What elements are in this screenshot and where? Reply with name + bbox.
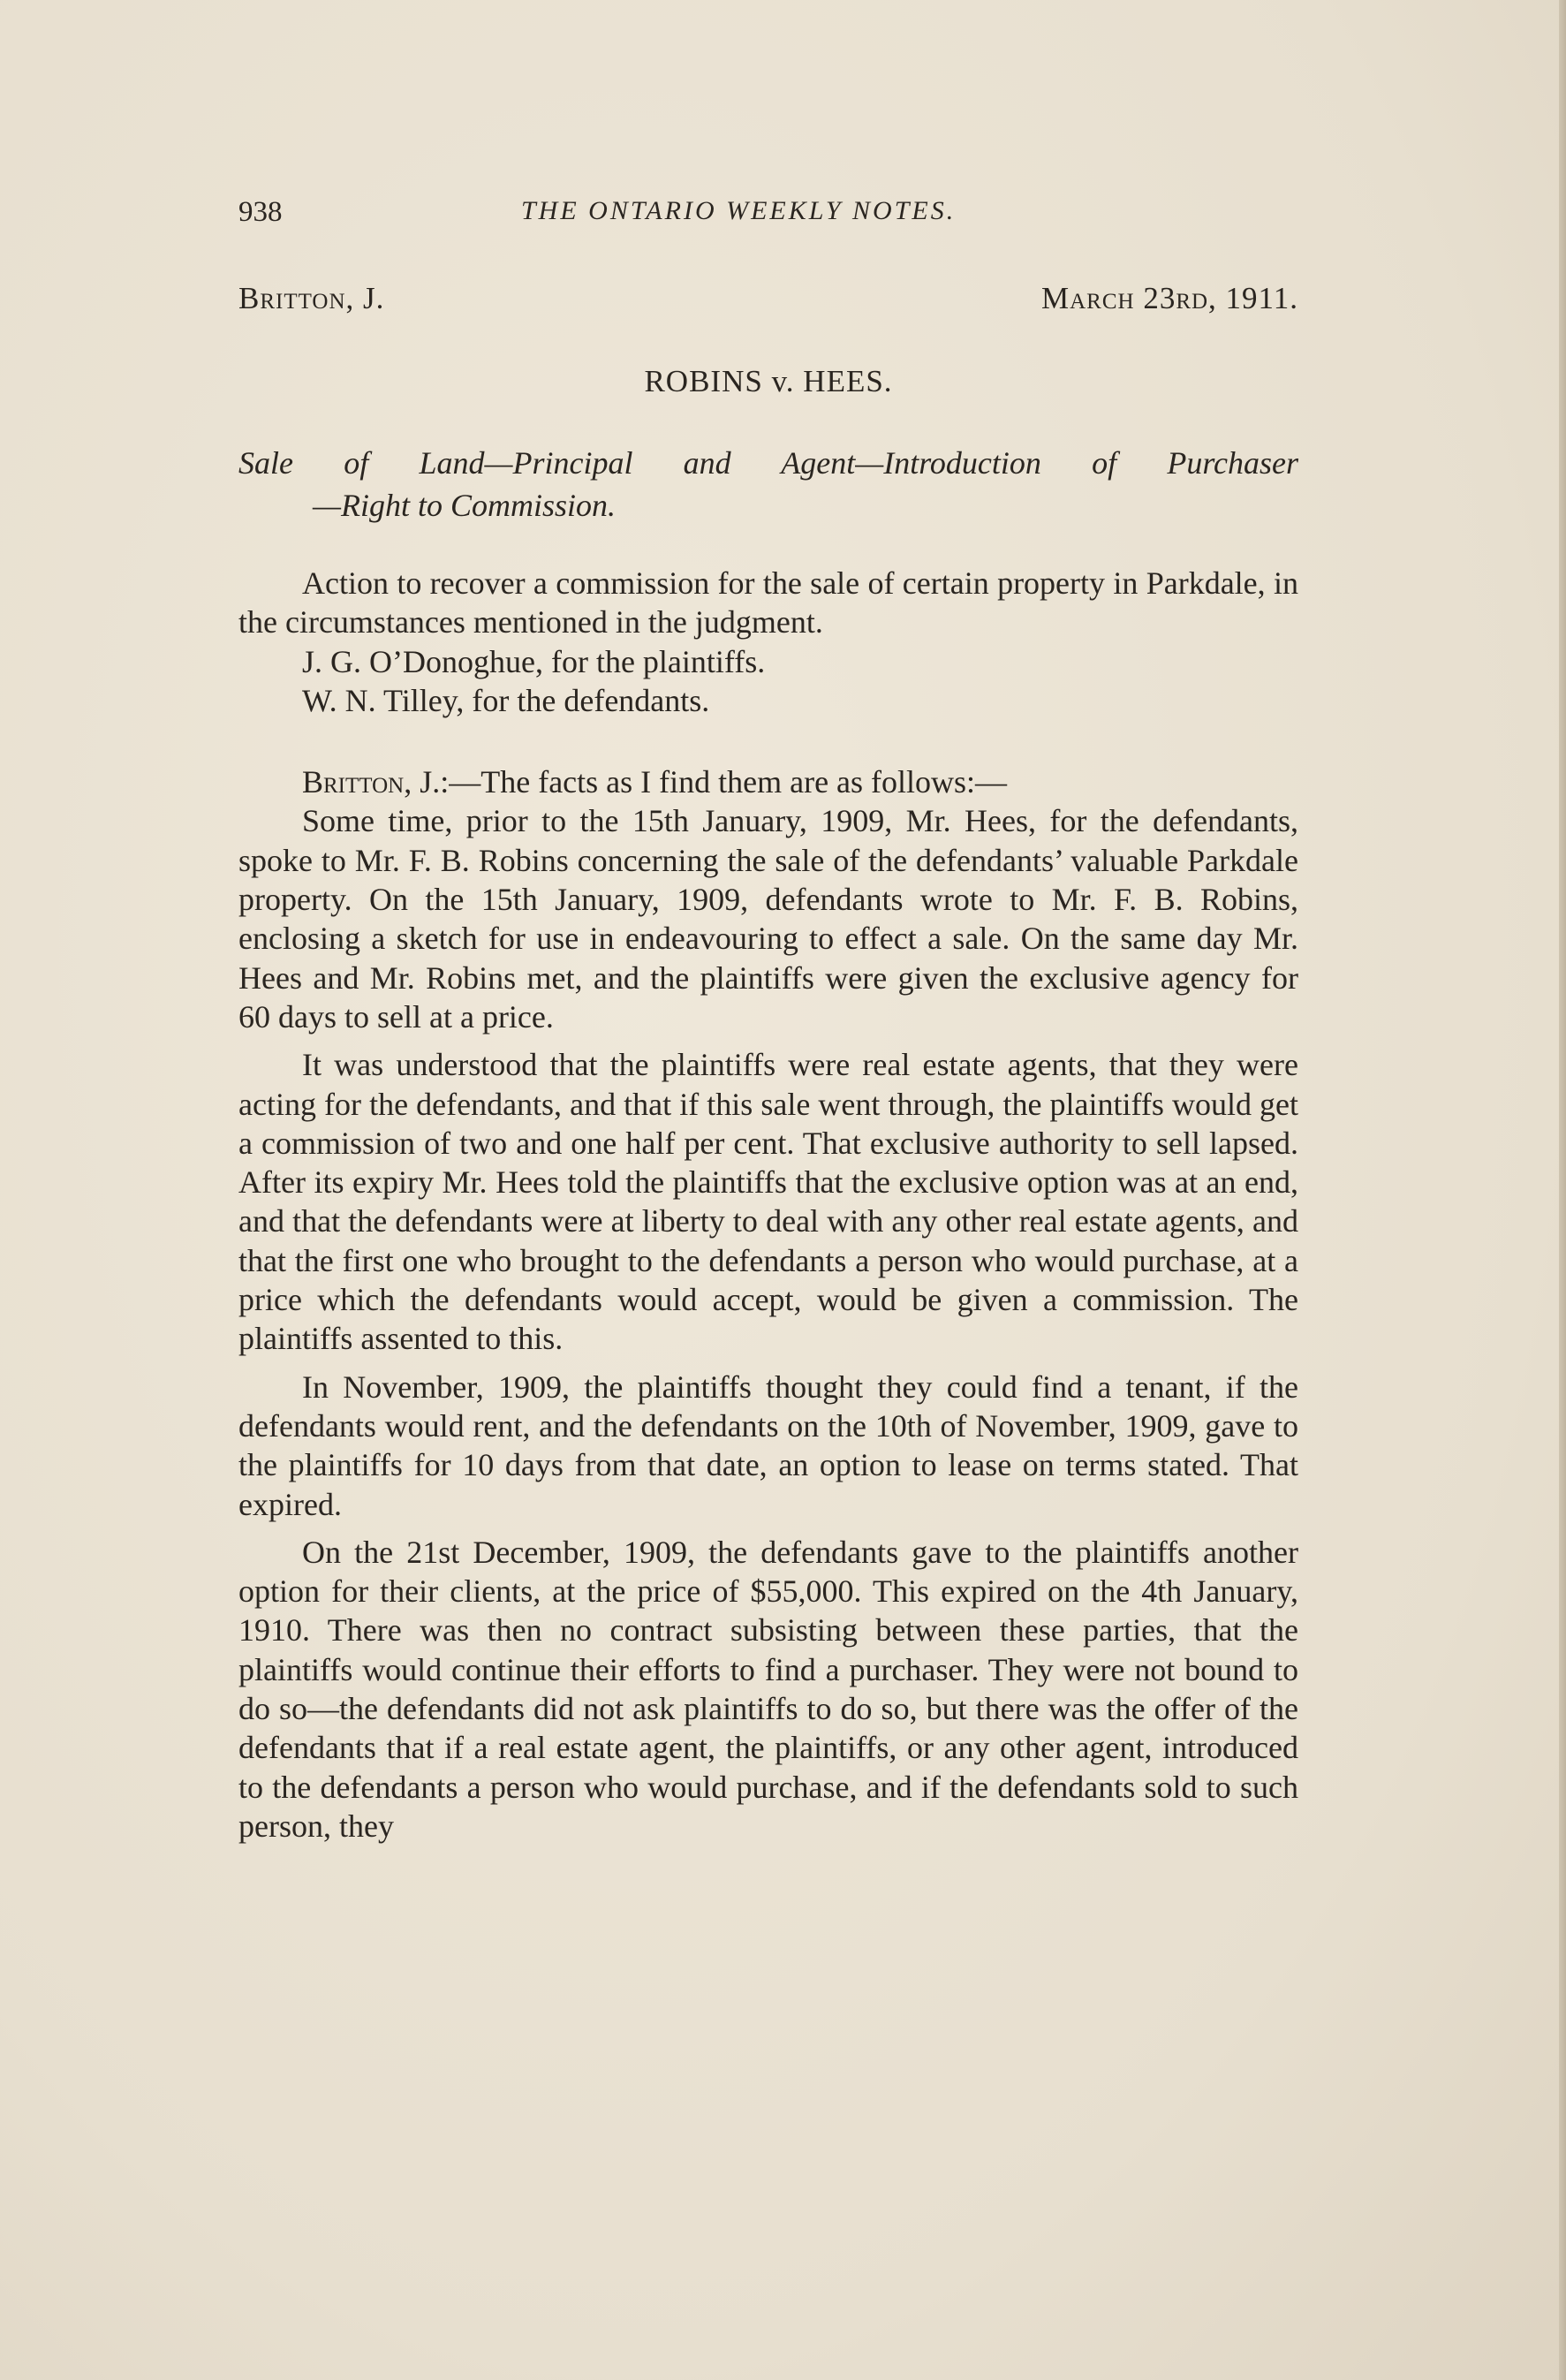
counsel-plaintiffs: J. G. O’Donoghue, for the plaintiffs. (302, 643, 766, 679)
paragraph-2: It was understood that the plaintiffs were real estate agents, that they were acting for the defendants, and that if this sale went through, the plaintiffs would get a commission of two and one half per cent. That exclusive authority to sell lapsed. After its expiry Mr. Hees told the plaintiffs that the exclusive option was at an end, and that the defendants were at liberty to deal with any other real estate agents, and that the first one who brought to the defendants a person who would purchase, at a price which the defendants would accept, would be given a commission. The plaintiffs assented to this. (238, 1047, 1298, 1357)
judgment-opening (238, 762, 1298, 801)
judgment-opening-text: :—The facts as I find them are as follows:— (440, 764, 1008, 800)
paragraph-3: In November, 1909, the plaintiffs thought they could find a tenant, if the defendants would rent, and the defendants on the 10th of November, 1909, gave to the plaintiffs for 10 days from that date, an option to lease on terms stated. That expired. (238, 1368, 1298, 1522)
running-header (238, 196, 1298, 239)
page-edge (1559, 0, 1566, 2380)
paragraph-4: On the 21st December, 1909, the defendants gave to the plaintiffs another option for their clients, at the price of $55,000. This expired on the 4th January, 1910. There was then no contract subsisting between these parties, that the plaintiffs would continue their efforts to find a purchaser. They were not bound to do so—the defendants did not ask plaintiffs to do so, but there was the offer of the defendants that if a real estate agent, the plaintiffs, or any other agent, introduced to the defendants a person who would purchase, and if the defendants sold to such person, they (238, 1534, 1298, 1844)
spacer (238, 1524, 1298, 1533)
journal-title: THE ONTARIO WEEKLY NOTES. (521, 196, 957, 225)
page-number: 938 (238, 196, 283, 228)
spacer (238, 1036, 1298, 1045)
paragraph-1: Some time, prior to the 15th January, 1909, Mr. Hees, for the defendants, spoke to Mr. F. B. Robins concerning the sale of the defendants’ valuable Parkdale property. On the 15th January, 1909, defendants wrote to Mr. F. B. Robins, enclosing a sketch for use in endeavouring to effect a sale. On the same day Mr. Hees and Mr. Robins met, and the plaintiffs were given the exclusive agency for 60 days to sell at a price. (238, 803, 1298, 1035)
action-paragraph: Action to recover a commission for the sale of certain property in Parkdale, in the circumstances mentioned in the judgment. (238, 565, 1298, 640)
judge-name: Britton, J. (238, 281, 385, 315)
decision-date: March 23rd, 1911. (1040, 281, 1298, 315)
judge-date-line (238, 281, 1298, 325)
spacer (238, 1359, 1298, 1368)
counsel-defendants: W. N. Tilley, for the defendants. (302, 682, 710, 718)
case-title: ROBINS v. HEES. (644, 364, 893, 398)
judgment-judge-name: Britton, J. (302, 764, 441, 800)
spacer (238, 720, 1298, 762)
headnote-line-1: Sale of Land—Principal and Agent—Introduction of Purchaser (238, 445, 1298, 481)
body-text (238, 564, 1298, 1846)
headnote (238, 442, 1298, 527)
headnote-line-2: —Right to Commission. (313, 488, 617, 523)
